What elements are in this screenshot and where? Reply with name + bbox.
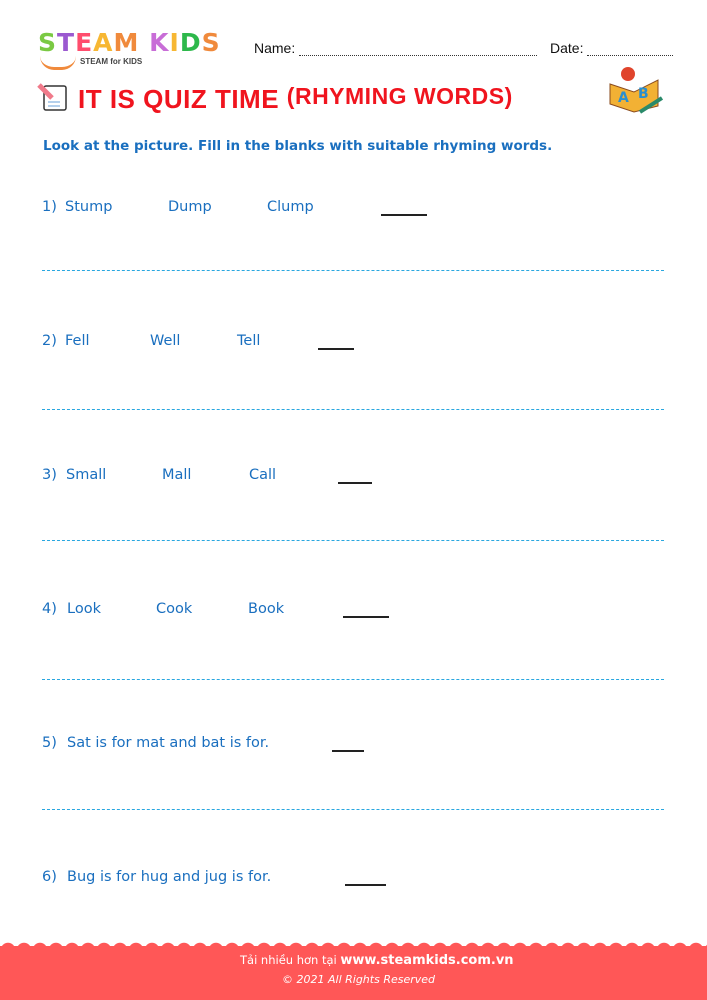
- footer-link[interactable]: Tải nhiều hơn tại www.steamkids.com.vn: [240, 953, 514, 968]
- question-number: 1): [42, 199, 57, 215]
- divider: [42, 270, 664, 271]
- word: Tell: [237, 333, 261, 349]
- page-title: IT IS QUIZ TIME (RHYMING WORDS): [78, 83, 513, 114]
- answer-blank[interactable]: [338, 482, 372, 484]
- answer-blank[interactable]: [345, 884, 386, 886]
- date-field[interactable]: [550, 40, 673, 56]
- divider: [42, 409, 664, 410]
- question-number: 3): [42, 467, 57, 483]
- date-label: Date:: [550, 40, 584, 56]
- instruction: Look at the picture. Fill in the blanks with suitable rhyming words.: [43, 138, 553, 154]
- copyright: © 2021 All Rights Reserved: [282, 973, 436, 986]
- divider: [42, 540, 664, 541]
- word: Clump: [267, 199, 314, 215]
- word: Call: [249, 467, 277, 483]
- sentence: Sat is for mat and bat is for.: [67, 735, 270, 751]
- answer-blank[interactable]: [332, 750, 364, 752]
- logo: STEAM KIDS: [38, 28, 221, 57]
- svg-text:B: B: [638, 86, 649, 102]
- answer-blank[interactable]: [318, 348, 354, 350]
- name-label: Name:: [254, 40, 296, 56]
- divider: [42, 679, 664, 680]
- name-field[interactable]: [254, 40, 537, 56]
- word: Cook: [156, 601, 193, 617]
- word: Mall: [162, 467, 192, 483]
- word: Dump: [168, 199, 212, 215]
- divider: [42, 809, 664, 810]
- word: Look: [67, 601, 101, 617]
- question-number: 2): [42, 333, 57, 349]
- abc-book-icon: [606, 62, 664, 114]
- sentence: Bug is for hug and jug is for.: [67, 869, 272, 885]
- svg-text:A: A: [618, 90, 629, 106]
- word: Stump: [65, 199, 113, 215]
- logo-swoosh: [40, 56, 76, 70]
- question-number: 6): [42, 869, 57, 885]
- question-number: 4): [42, 601, 57, 617]
- word: Book: [248, 601, 285, 617]
- answer-blank[interactable]: [343, 616, 389, 618]
- word: Fell: [65, 333, 90, 349]
- question-number: 5): [42, 735, 57, 751]
- logo-subtitle: STEAM for KIDS: [80, 57, 143, 66]
- word: Small: [66, 467, 107, 483]
- word: Well: [150, 333, 181, 349]
- answer-blank[interactable]: [381, 214, 427, 216]
- pencil-paper-icon: [36, 82, 70, 112]
